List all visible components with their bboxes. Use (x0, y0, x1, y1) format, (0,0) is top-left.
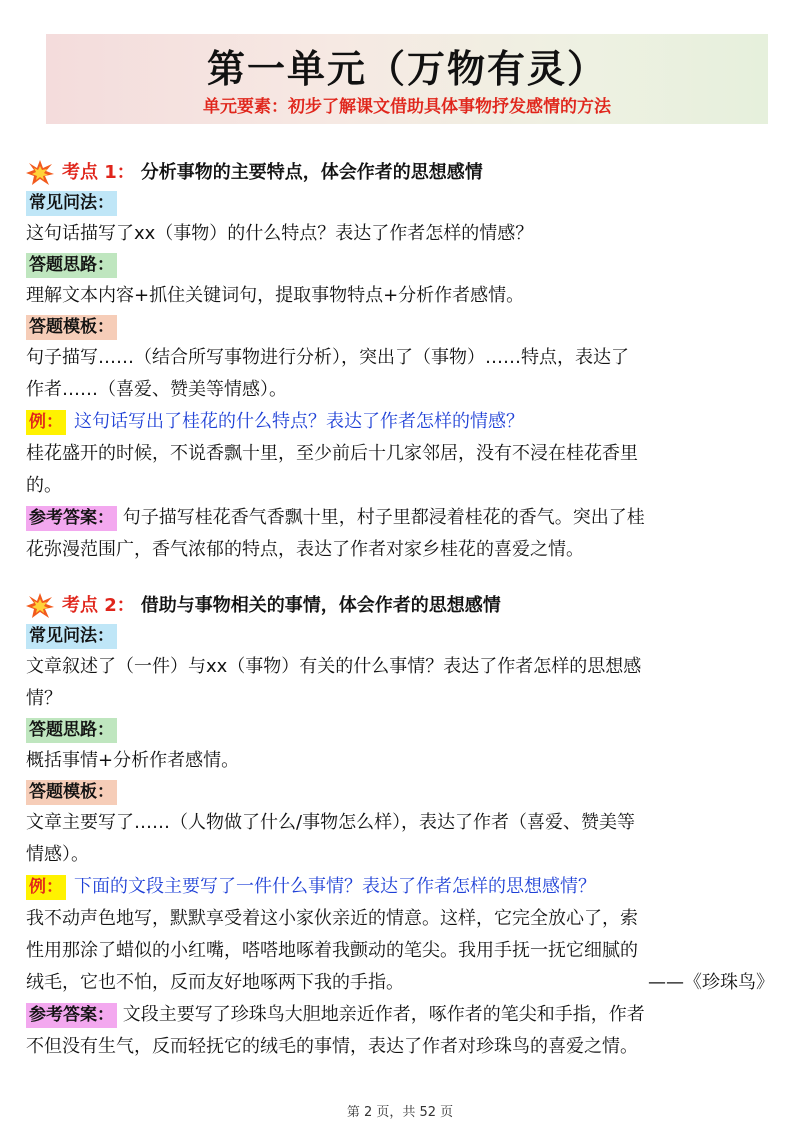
kp1-answer (26, 502, 778, 566)
kp1-example-text (26, 438, 778, 502)
kp2-example-line: 性用那涂了蜡似的小红嘴，嗒嗒地啄着我颤动的笔尖。我用手抚一抚它细腻的 (26, 940, 638, 961)
unit-subtitle: 单元要素：初步了解课文借助具体事物抒发感情的方法 (203, 97, 611, 117)
kp1-example-tag: 例： (26, 410, 66, 435)
page-number: 第 2 页，共 52 页 (346, 1105, 454, 1120)
kp2-template-text (26, 807, 778, 871)
kp1-answer-line: 句子描写桂花香气香飘十里，村子里都浸着桂花的香气。突出了桂 (122, 507, 645, 528)
kp2-title: 借助与事物相关的事情，体会作者的思想感情 (140, 595, 501, 616)
kp1-title: 分析事物的主要特点，体会作者的思想感情 (140, 162, 483, 183)
kp1-question-tag: 常见问法： (26, 191, 117, 216)
kp2-question-line: 情？ (26, 688, 62, 709)
kp2-example-line: 绒毛，它也不怕，反而友好地啄两下我的手指。 (26, 972, 404, 993)
kp1-label: 考点 1： (62, 162, 135, 183)
kp2-answer-tag: 参考答案： (26, 1003, 117, 1028)
kp2-answer-line: 文段主要写了珍珠鸟大胆地亲近作者，啄作者的笔尖和手指，作者 (122, 1004, 645, 1025)
kp1-template-line: 作者……（喜爱、赞美等情感）。 (26, 379, 287, 400)
kp2-question-text (26, 651, 778, 715)
kp2-example-question: 下面的文段主要写了一件什么事情？表达了作者怎样的思想感情？ (74, 876, 596, 897)
page-title: 第一单元（万物有灵） (206, 46, 607, 91)
section-kp2 (26, 591, 778, 1063)
kp2-question-tag: 常见问法： (26, 624, 117, 649)
kp1-example-line: 桂花盛开的时候，不说香飘十里，至少前后十几家邻居，没有不浸在桂花香里 (26, 443, 638, 464)
kp2-idea-tag: 答题思路： (26, 718, 117, 743)
kp2-example-line: 我不动声色地写，默默享受着这小家伙亲近的情意。这样，它完全放心了，索 (26, 908, 638, 929)
kp1-example-question: 这句话写出了桂花的什么特点？表达了作者怎样的情感？ (74, 411, 524, 432)
kp2-template-tag: 答题模板： (26, 780, 117, 805)
kp1-template-line: 句子描写……（结合所写事物进行分析），突出了（事物）……特点，表达了 (26, 347, 629, 368)
kp1-example-row (26, 406, 778, 438)
kp2-answer-line: 不但没有生气，反而轻抚它的绒毛的事情，表达了作者对珍珠鸟的喜爱之情。 (26, 1036, 638, 1057)
kp2-label: 考点 2： (62, 595, 135, 616)
kp2-template-line: 情感）。 (26, 844, 89, 865)
kp2-heading (26, 591, 778, 621)
kp2-example-source: ——《珍珠鸟》 (648, 972, 774, 993)
kp1-answer-line: 花弥漫范围广，香气浓郁的特点，表达了作者对家乡桂花的喜爱之情。 (26, 539, 584, 560)
kp2-example-row (26, 871, 778, 903)
kp2-template-line: 文章主要写了……（人物做了什么/事物怎么样），表达了作者（喜爱、赞美等 (26, 812, 636, 833)
burst-icon (26, 593, 54, 619)
kp1-heading (26, 158, 778, 188)
kp1-idea-text: 理解文本内容+抓住关键词句，提取事物特点+分析作者感情。 (26, 285, 525, 306)
kp1-question-text: 这句话描写了xx（事物）的什么特点？表达了作者怎样的情感？ (26, 223, 534, 244)
kp2-example-text (26, 903, 778, 999)
kp2-answer (26, 999, 778, 1063)
kp1-template-text (26, 342, 778, 406)
kp2-question-line: 文章叙述了（一件）与xx（事物）有关的什么事情？表达了作者怎样的思想感 (26, 656, 642, 677)
kp1-example-line: 的。 (26, 475, 62, 496)
section-kp1 (26, 158, 778, 566)
kp1-template-tag: 答题模板： (26, 315, 117, 340)
burst-icon (26, 160, 54, 186)
kp1-idea-tag: 答题思路： (26, 253, 117, 278)
kp2-example-tag: 例： (26, 875, 66, 900)
unit-banner (46, 34, 768, 124)
kp1-answer-tag: 参考答案： (26, 506, 117, 531)
kp2-idea-text: 概括事情+分析作者感情。 (26, 750, 240, 771)
